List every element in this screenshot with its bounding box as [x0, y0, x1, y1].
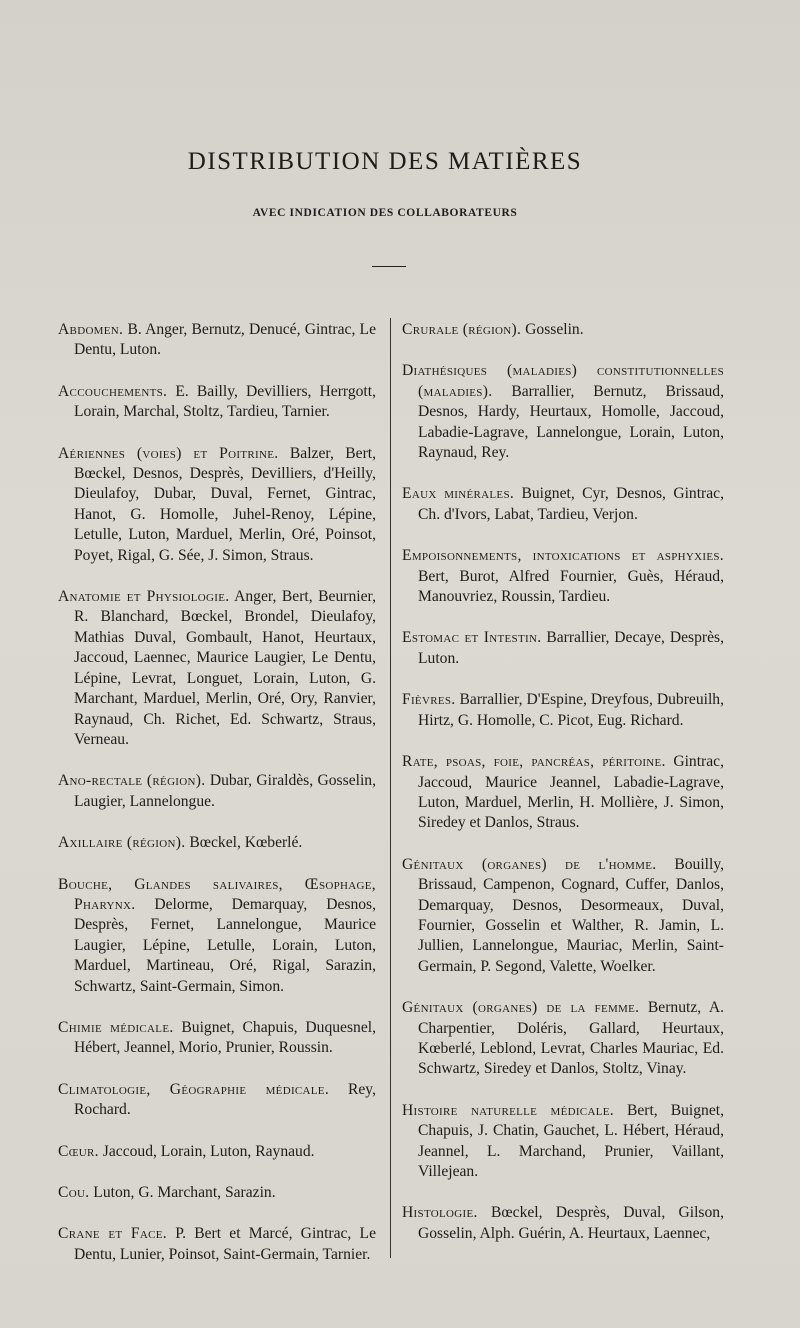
entry-authors: Buignet, Chapuis, Duquesnel, Hébert, Jeannel, Morio, Prunier, Roussin.: [74, 1018, 376, 1057]
index-entry: [58, 587, 376, 750]
index-entry: [58, 771, 376, 812]
entry-heading: Chimie médicale.: [58, 1018, 174, 1036]
entry-heading: Génitaux (organes) de l'homme.: [402, 855, 657, 873]
right-column: [402, 320, 724, 1265]
title-rule: [372, 266, 406, 267]
entry-authors: Anger, Bert, Beurnier, R. Blanchard, Bœckel, Brondel, Dieulafoy, Mathias Duval, Gombault, Hanot, Heurtaux, Jaccoud, Laennec, Maurice Laugier, Le Dentu, Lépine, Levrat, Longuet, Lorain, Luton, G. Marchant, Marduel, Merlin, Oré, Ory, Ranvier, Raynaud, Ch. Richet, Ed. Schwartz, Straus, Verneau.: [74, 588, 376, 748]
index-entry: [58, 833, 376, 853]
entry-heading: Crane et Face.: [58, 1225, 167, 1243]
index-entry: [402, 361, 724, 463]
page-subtitle: AVEC INDICATION DES COLLABORATEURS: [252, 207, 518, 219]
entry-heading: Génitaux (organes) de la femme.: [402, 999, 640, 1017]
index-entry: [402, 628, 724, 669]
entry-heading: Ano-rectale (région).: [58, 772, 206, 790]
entry-heading: Histologie.: [402, 1204, 478, 1222]
entry-authors: P. Bert et Marcé, Gintrac, Le Dentu, Lunier, Poinsot, Saint-Germain, Tarnier.: [74, 1225, 376, 1263]
index-entry: [58, 320, 376, 361]
entry-heading: Axillaire (région).: [58, 834, 186, 852]
entry-heading: Aériennes (voies) et Poitrine.: [58, 444, 279, 462]
entry-authors: Barrallier, Bernutz, Brissaud, Desnos, Hardy, Heurtaux, Homolle, Jaccoud, Labadie-Lagrave, Lannelongue, Lorain, Luton, Raynaud, Rey.: [418, 382, 724, 462]
entry-authors: B. Anger, Bernutz, Denucé, Gintrac, Le Dentu, Luton.: [74, 321, 376, 359]
entry-authors: Bert, Buignet, Chapuis, J. Chatin, Gauchet, L. Hébert, Héraud, Jeannel, L. Marchand, Prunier, Vaillant, Villejean.: [418, 1101, 724, 1180]
entry-authors: Balzer, Bert, Bœckel, Desnos, Desprès, Devilliers, d'Heilly, Dieulafoy, Dubar, Duval, Fernet, Gintrac, Hanot, G. Homolle, Juhel-Renoy, Lépine, Letulle, Luton, Marduel, Merlin, Oré, Poinsot, Poyet, Rigal, G. Sée, J. Simon, Straus.: [74, 444, 376, 564]
entry-authors: Bert, Burot, Alfred Fournier, Guès, Héraud, Manouvriez, Roussin, Tardieu.: [418, 567, 724, 606]
entry-authors: Gintrac, Jaccoud, Maurice Jeannel, Labadie-Lagrave, Luton, Marduel, Merlin, H. Mollière, J. Simon, Siredey et Danlos, Straus.: [418, 753, 724, 832]
entry-authors: Dubar, Giraldès, Gosselin, Laugier, Lannelongue.: [74, 772, 376, 810]
entry-authors: Gosselin.: [525, 321, 584, 338]
entry-heading: Cou.: [58, 1184, 90, 1201]
entry-heading: Anatomie et Physiologie.: [58, 588, 230, 606]
entry-authors: Bouilly, Brissaud, Campenon, Cognard, Cuffer, Danlos, Demarquay, Desnos, Desormeaux, Duval, Fournier, Gosselin et Walther, R. Jamin, L. Jullien, Lannelongue, Mauriac, Merlin, Saint-Germain, P. Segond, Valette, Woelker.: [418, 855, 725, 975]
entry-authors: Bœckel, Kœberlé.: [189, 834, 303, 852]
column-divider: [390, 318, 391, 1258]
index-entry: [402, 320, 724, 340]
entry-heading: Eaux minérales.: [402, 485, 515, 503]
entry-heading: Empoisonnements, intoxications et asphyxies.: [402, 547, 724, 565]
entry-heading: Histoire naturelle médicale.: [402, 1101, 614, 1119]
index-entry: [58, 1080, 376, 1121]
index-entry: [402, 484, 724, 525]
index-entry: [402, 546, 724, 607]
page-title: DISTRIBUTION DES MATIÈRES: [187, 148, 583, 175]
index-entry: [402, 855, 724, 977]
entry-heading: Climatologie, Géographie médicale.: [58, 1080, 330, 1098]
index-entry: [402, 1203, 724, 1244]
index-entry: [58, 382, 376, 423]
entry-authors: Jaccoud, Lorain, Luton, Raynaud.: [102, 1142, 315, 1160]
entry-heading: Fièvres.: [402, 691, 456, 709]
left-column: [58, 320, 376, 1286]
index-entry: [58, 444, 376, 566]
entry-authors: Buignet, Cyr, Desnos, Gintrac, Ch. d'Ivors, Labat, Tardieu, Verjon.: [418, 485, 724, 523]
index-entry: [402, 690, 724, 731]
index-entry: [58, 1183, 376, 1203]
entry-authors: Rey, Rochard.: [74, 1080, 376, 1119]
entry-heading: Cœur.: [58, 1142, 99, 1160]
entry-authors: Bernutz, A. Charpentier, Doléris, Gallard, Heurtaux, Kœberlé, Leblond, Levrat, Charles Mauriac, Ed. Schwartz, Siredey et Danlos, Stoltz, Vinay.: [418, 999, 724, 1078]
entry-authors: Barrallier, D'Espine, Dreyfous, Dubreuilh, Hirtz, G. Homolle, C. Picot, Eug. Richard.: [418, 691, 724, 729]
entry-heading: Accouchements.: [58, 382, 168, 400]
index-entry: [402, 752, 724, 834]
entry-heading: Crurale (région).: [402, 321, 522, 338]
entry-authors: Luton, G. Marchant, Sarazin.: [93, 1184, 276, 1201]
entry-heading: Diathésiques (maladies) constitutionnelles (maladies).: [402, 362, 724, 400]
index-entry: [58, 1142, 376, 1162]
index-entry: [402, 998, 724, 1080]
index-entry: [58, 1018, 376, 1059]
index-entry: [58, 1224, 376, 1265]
entry-heading: Rate, psoas, foie, pancréas, péritoine.: [402, 753, 666, 771]
entry-heading: Bouche, Glandes salivaires, Œsophage, Pharynx.: [58, 875, 376, 913]
entry-authors: Barrallier, Decaye, Desprès, Luton.: [418, 629, 724, 667]
entry-authors: E. Bailly, Devilliers, Herrgott, Lorain, Marchal, Stoltz, Tardieu, Tarnier.: [74, 382, 376, 421]
entry-heading: Abdomen.: [58, 321, 124, 338]
index-entry: [402, 1101, 724, 1183]
entry-authors: Delorme, Demarquay, Desnos, Desprès, Fernet, Lannelongue, Maurice Laugier, Lépine, Letulle, Lorain, Luton, Marduel, Martineau, Oré, Rigal, Sarazin, Schwartz, Saint-Germain, Simon.: [74, 895, 377, 995]
entry-authors: Bœckel, Desprès, Duval, Gilson, Gosselin, Alph. Guérin, A. Heurtaux, Laennec,: [418, 1204, 724, 1242]
index-entry: [58, 875, 376, 997]
entry-heading: Estomac et Intestin.: [402, 629, 542, 647]
